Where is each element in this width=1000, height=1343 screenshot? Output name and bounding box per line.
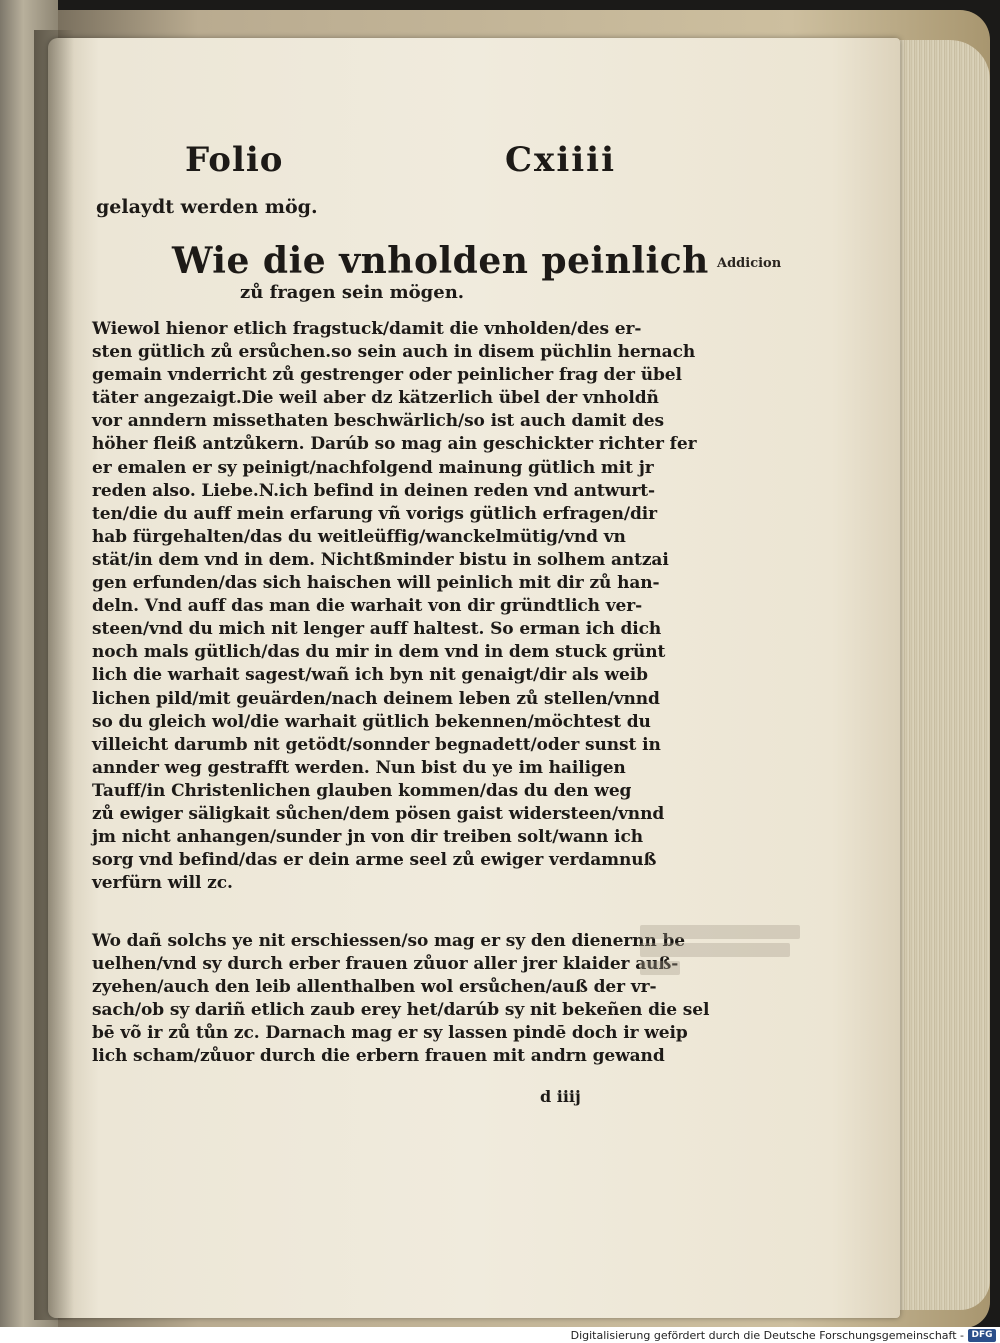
text-line: villeicht darumb nit getödt/sonnder begnadett/oder sunst in bbox=[92, 734, 661, 755]
text-line: bē võ ir zů tůn zc. Darnach mag er sy lassen pindē doch ir weip bbox=[92, 1023, 688, 1044]
text-line: lichen pild/mit geuärden/nach deinem leben zů stellen/vnnd bbox=[92, 688, 660, 709]
show-through-text bbox=[640, 925, 810, 980]
text-line: noch mals gütlich/das du mir in dem vnd in dem stuck grünt bbox=[92, 642, 666, 663]
carryover-line: gelaydt werden mög. bbox=[96, 196, 318, 218]
text-line: sach/ob sy dariñ etlich zaub erey het/darúb sy nit bekeñen die sel bbox=[92, 1000, 710, 1021]
text-line: lich scham/zůuor durch die erbern frauen mit andrn gewand bbox=[92, 1046, 665, 1067]
funding-credit: Digitalisierung gefördert durch die Deutsche Forschungsgemeinschaft - bbox=[570, 1329, 964, 1342]
running-head-folio: Folio bbox=[185, 140, 284, 180]
text-line: zyehen/auch den leib allenthalben wol ersůchen/auß der vr- bbox=[92, 977, 657, 998]
text-line: gen erfunden/das sich haischen will peinlich mit dir zů han- bbox=[92, 573, 660, 594]
text-line: stät/in dem vnd in dem. Nichtßminder bistu in solhem antzai bbox=[92, 549, 669, 570]
dfg-logo: DFG bbox=[968, 1329, 996, 1342]
section-title: Wie die vnholden peinlich bbox=[172, 240, 709, 282]
text-line: steen/vnd du mich nit lenger auff haltest. So erman ich dich bbox=[92, 619, 662, 640]
paragraph-1 bbox=[92, 318, 696, 895]
page-number: Cxiiii bbox=[505, 140, 616, 180]
text-line: Tauff/in Christenlichen glauben kommen/das du den weg bbox=[92, 780, 632, 801]
text-line: lich die warhait sagest/wañ ich byn nit genaigt/dir als weib bbox=[92, 665, 648, 686]
text-line: vor anndern missethaten beschwärlich/so ist auch damit des bbox=[92, 411, 664, 432]
text-line: ten/die du auff mein erfarung vñ vorigs gütlich erfragen/dir bbox=[92, 503, 657, 524]
paragraph-2 bbox=[92, 930, 709, 1069]
signature-mark: d iiij bbox=[540, 1087, 581, 1106]
text-line: jm nicht anhangen/sunder jn von dir treiben solt/wann ich bbox=[92, 827, 644, 848]
marginal-note: Addicion bbox=[717, 256, 782, 271]
text-line: Wiewol hienor etlich fragstuck/damit die vnholden/des er- bbox=[92, 319, 642, 339]
text-line: täter angezaigt.Die weil aber dz kätzerlich übel der vnholdñ bbox=[92, 388, 659, 409]
text-line: höher fleiß antzůkern. Darúb so mag ain geschickter richter fer bbox=[92, 434, 697, 455]
text-line: er emalen er sy peinigt/nachfolgend mainung gütlich mit jr bbox=[92, 457, 654, 478]
text-line: zů ewiger säligkait sůchen/dem pösen gaist widersteen/vnnd bbox=[92, 803, 665, 824]
text-line: annder weg gestrafft werden. Nun bist du ye im hailigen bbox=[92, 757, 626, 778]
text-line: so du gleich wol/die warhait gütlich bekennen/möchtest du bbox=[92, 711, 651, 732]
text-line: sten gütlich zů ersůchen.so sein auch in disem püchlin hernach bbox=[92, 342, 696, 363]
text-line: hab fürgehalten/das du weitleüffig/wanckelmütig/vnd vn bbox=[92, 526, 626, 547]
text-line: uelhen/vnd sy durch erber frauen zůuor aller jrer klaider auß- bbox=[92, 954, 679, 975]
text-line: reden also. Liebe.N.ich befind in deinen reden vnd antwurt- bbox=[92, 480, 655, 501]
text-line: verfürn will zc. bbox=[92, 873, 233, 894]
text-line: Wo dañ solchs ye nit erschiessen/so mag er sy den dienernn be bbox=[92, 931, 685, 951]
text-line: gemain vnderricht zů gestrenger oder peinlicher frag der übel bbox=[92, 365, 682, 386]
text-line: sorg vnd befind/das er dein arme seel zů ewiger verdamnuß bbox=[92, 850, 657, 871]
text-line: deln. Vnd auff das man die warhait von dir gründtlich ver- bbox=[92, 596, 643, 617]
spine-shadow bbox=[34, 30, 74, 1320]
footer-bar bbox=[0, 1327, 1000, 1343]
section-subtitle: zů fragen sein mögen. bbox=[240, 282, 465, 303]
